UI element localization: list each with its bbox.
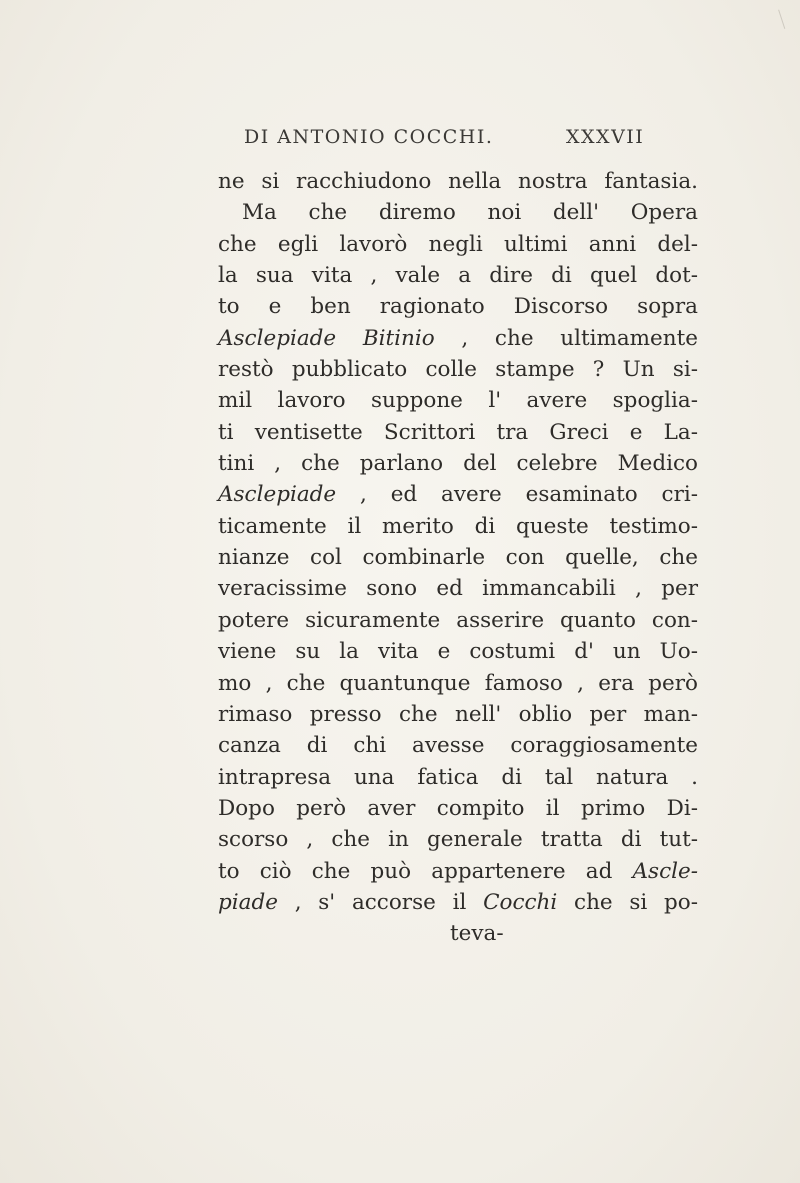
text-line-19: canza di chi avesse coraggiosamente xyxy=(218,733,698,759)
text-line-12: ticamente il merito di queste testimo- xyxy=(218,513,698,539)
italic-name: Ascle- xyxy=(632,858,698,884)
running-title: DI ANTONIO COCCHI. xyxy=(244,126,494,148)
paper-mark xyxy=(778,7,793,29)
text-line-14: veracissime sono ed immancabili , per xyxy=(218,576,698,602)
text-line-1: ne si racchiudono nella nostra fantasia. xyxy=(218,169,698,194)
text-line-16: viene su la vita e costumi d' un Uo- xyxy=(218,639,698,665)
text-line-2: Ma che diremo noi dell' Opera xyxy=(242,200,698,226)
text-line-15: potere sicuramente asserire quanto con- xyxy=(218,607,698,633)
text-line-4: la sua vita , vale a dire di quel dot- xyxy=(218,263,698,289)
text-line-10: tini , che parlano del celebre Medico xyxy=(218,451,698,477)
text-line-18: rimaso presso che nell' oblio per man- xyxy=(218,701,698,727)
text-line-20: intrapresa una fatica di tal natura . xyxy=(218,764,698,790)
italic-name: piade xyxy=(218,889,278,915)
catchword: teva- xyxy=(450,921,504,947)
body-text xyxy=(218,166,698,950)
text-line-7: restò pubblicato colle stampe ? Un si- xyxy=(218,357,698,383)
text-line-13: nianze col combinarle con quelle, che xyxy=(218,545,698,571)
text-line-23: to ciò che può appartenere ad Ascle- xyxy=(218,858,698,884)
italic-name: Cocchi xyxy=(483,889,558,915)
text-line-6: Asclepiade Bitinio , che ultimamente xyxy=(218,325,698,351)
text-line-17: mo , che quantunque famoso , era però xyxy=(218,670,698,696)
running-head xyxy=(0,126,800,156)
text-line-22: scorso , che in generale tratta di tut- xyxy=(218,827,698,853)
text-line-5: to e ben ragionato Discorso sopra xyxy=(218,294,698,320)
text-line-21: Dopo però aver compito il primo Di- xyxy=(218,795,698,821)
text-line-24: piade , s' accorse il Cocchi che si po- xyxy=(218,889,698,915)
italic-name: Asclepiade xyxy=(218,482,337,508)
page-number: XXXVII xyxy=(566,126,645,148)
text-line-9: ti ventisette Scrittori tra Greci e La- xyxy=(218,419,698,445)
text-line-3: che egli lavorò negli ultimi anni del- xyxy=(218,231,698,257)
text-line-11: Asclepiade , ed avere esaminato cri- xyxy=(218,482,698,508)
text-line-8: mil lavoro suppone l' avere spoglia- xyxy=(218,388,698,414)
italic-name: Asclepiade Bitinio xyxy=(218,325,435,351)
